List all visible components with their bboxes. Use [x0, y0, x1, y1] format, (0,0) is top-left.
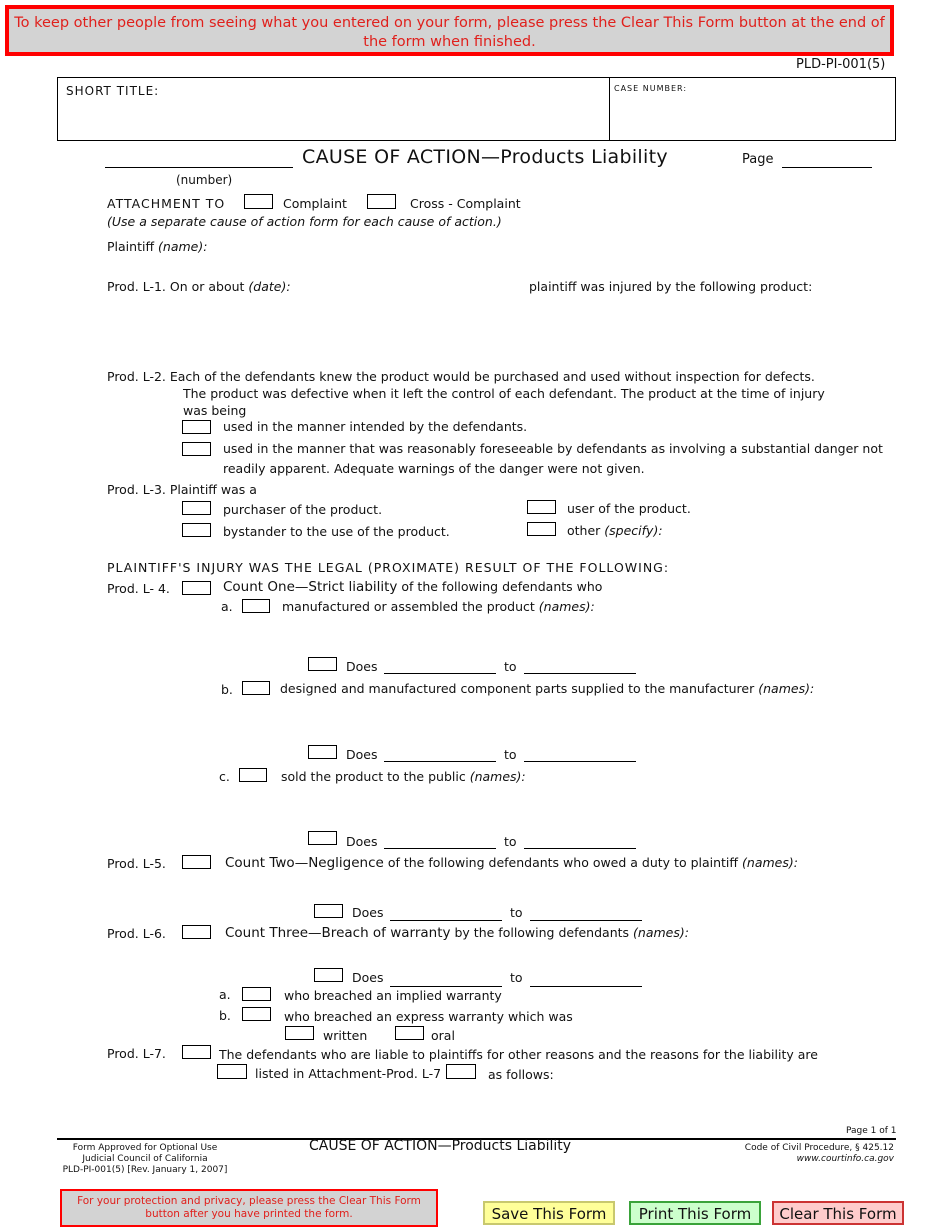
l4c-does-to-field[interactable]	[524, 848, 636, 849]
as-follows-label: as follows:	[488, 1067, 554, 1082]
l7-checkbox[interactable]	[182, 1045, 211, 1059]
l4a-text: manufactured or assembled the product (names):	[282, 599, 595, 614]
l4c-label: c.	[219, 769, 230, 784]
l4b-text: designed and manufactured component parts supplied to the manufacturer (names):	[280, 681, 815, 696]
l6b-label: b.	[219, 1008, 231, 1023]
oral-checkbox[interactable]	[395, 1026, 424, 1040]
code-block: Code of Civil Procedure, § 425.12 www.courtinfo.ca.gov	[694, 1143, 894, 1165]
form-id: PLD-PI-001(5)	[796, 57, 886, 72]
as-follows-checkbox[interactable]	[446, 1064, 476, 1079]
does-label: Does	[346, 747, 378, 762]
l4a-does-from-field[interactable]	[384, 673, 496, 674]
cause-number-field[interactable]	[105, 167, 293, 168]
plaintiff-label: Plaintiff (name):	[107, 239, 208, 254]
l5-does-to-field[interactable]	[530, 920, 642, 921]
does-label: Does	[346, 834, 378, 849]
privacy-notice-bottom: For your protection and privacy, please press the Clear This Form button after you have printed the form.	[60, 1189, 438, 1227]
page-number-field[interactable]	[782, 167, 872, 168]
express-warranty-checkbox[interactable]	[242, 1007, 271, 1021]
l4a-does-checkbox[interactable]	[308, 657, 337, 671]
foreseeable-use-label-2: readily apparent. Adequate warnings of the danger were not given.	[223, 461, 645, 476]
count-two-checkbox[interactable]	[182, 855, 211, 869]
l7-reasons-field[interactable]	[219, 1085, 872, 1121]
count-one-label: Count One—Strict liability of the following defendants who	[223, 579, 603, 595]
product-description-field[interactable]	[107, 298, 872, 358]
page-label: Page	[742, 152, 774, 167]
l6-does-from-field[interactable]	[390, 986, 502, 987]
l2-line1: Prod. L-2. Each of the defendants knew the product would be purchased and used without inspection for defects.	[107, 369, 815, 384]
bystander-label: bystander to the use of the product.	[223, 524, 450, 539]
print-form-button[interactable]: Print This Form	[629, 1201, 761, 1225]
l4b-checkbox[interactable]	[242, 681, 270, 695]
user-checkbox[interactable]	[527, 500, 556, 514]
l4c-checkbox[interactable]	[239, 768, 267, 782]
count-three-label: Count Three—Breach of warranty by the following defendants (names):	[225, 925, 689, 941]
l4b-names-field[interactable]	[280, 699, 872, 739]
approval-block: Form Approved for Optional Use Judicial Council of California PLD-PI-001(5) [Rev. January 1, 2007]	[62, 1143, 228, 1175]
other-checkbox[interactable]	[527, 522, 556, 536]
to-label: to	[510, 905, 523, 920]
l5-does-checkbox[interactable]	[314, 904, 343, 918]
l5-names-field[interactable]	[225, 873, 872, 903]
l6a-label: a.	[219, 987, 231, 1002]
complaint-label: Complaint	[283, 196, 347, 211]
intended-use-label: used in the manner intended by the defendants.	[223, 419, 528, 434]
other-specify-field[interactable]	[665, 520, 870, 538]
l4b-does-checkbox[interactable]	[308, 745, 337, 759]
l4c-does-from-field[interactable]	[384, 848, 496, 849]
plaintiff-name-field[interactable]	[210, 236, 870, 254]
short-title-field[interactable]	[60, 100, 605, 138]
l4c-text: sold the product to the public (names):	[281, 769, 526, 784]
l4a-names-field[interactable]	[282, 617, 872, 653]
l4b-does-to-field[interactable]	[524, 761, 636, 762]
l4c-names-field[interactable]	[281, 787, 872, 825]
l7-label: Prod. L-7.	[107, 1046, 166, 1061]
implied-warranty-checkbox[interactable]	[242, 987, 271, 1001]
website-link[interactable]: www.courtinfo.ca.gov	[796, 1154, 894, 1164]
l3-lead: Prod. L-3. Plaintiff was a	[107, 482, 257, 497]
listed-in-attachment-checkbox[interactable]	[217, 1064, 247, 1079]
complaint-checkbox[interactable]	[244, 194, 273, 209]
l5-label: Prod. L-5.	[107, 856, 166, 871]
l6-does-checkbox[interactable]	[314, 968, 343, 982]
injury-heading: PLAINTIFF'S INJURY WAS THE LEGAL (PROXIMATE) RESULT OF THE FOLLOWING:	[107, 560, 670, 575]
does-label: Does	[352, 970, 384, 985]
footer-title: CAUSE OF ACTION—Products Liability	[309, 1138, 572, 1154]
to-label: to	[504, 659, 517, 674]
user-label: user of the product.	[567, 501, 691, 516]
count-one-checkbox[interactable]	[182, 581, 211, 595]
case-number-label: CASE NUMBER:	[614, 84, 688, 93]
save-form-button[interactable]: Save This Form	[483, 1201, 615, 1225]
purchaser-label: purchaser of the product.	[223, 502, 383, 517]
to-label: to	[510, 970, 523, 985]
l5-does-from-field[interactable]	[390, 920, 502, 921]
purchaser-checkbox[interactable]	[182, 501, 211, 515]
cross-complaint-label: Cross - Complaint	[410, 196, 521, 211]
case-number-field[interactable]	[612, 96, 892, 138]
clear-form-button[interactable]: Clear This Form	[772, 1201, 904, 1225]
l2-line2: The product was defective when it left the control of each defendant. The product at the time of injury	[183, 386, 825, 401]
foreseeable-use-checkbox[interactable]	[182, 442, 211, 456]
oral-label: oral	[431, 1028, 455, 1043]
l4b-does-from-field[interactable]	[384, 761, 496, 762]
listed-in-attachment-label: listed in Attachment-Prod. L-7	[255, 1066, 442, 1081]
written-label: written	[323, 1028, 368, 1043]
form-title: CAUSE OF ACTION—Products Liability	[302, 146, 668, 168]
number-label: (number)	[176, 173, 233, 187]
l4-label: Prod. L- 4.	[107, 581, 170, 596]
injury-date-field[interactable]	[295, 276, 520, 294]
count-three-checkbox[interactable]	[182, 925, 211, 939]
l1-tail: plaintiff was injured by the following product:	[529, 279, 813, 294]
attachment-label: ATTACHMENT TO	[107, 196, 226, 211]
l7-text: The defendants who are liable to plaintiffs for other reasons and the reasons for the liability are	[219, 1047, 818, 1062]
l1-lead: Prod. L-1. On or about (date):	[107, 279, 291, 294]
express-warranty-label: who breached an express warranty which was	[284, 1009, 573, 1024]
l4a-does-to-field[interactable]	[524, 673, 636, 674]
other-label: other (specify):	[567, 523, 663, 538]
l4a-checkbox[interactable]	[242, 599, 270, 613]
l6-label: Prod. L-6.	[107, 926, 166, 941]
intended-use-checkbox[interactable]	[182, 420, 211, 434]
attachment-note: (Use a separate cause of action form for each cause of action.)	[107, 214, 502, 229]
count-two-label: Count Two—Negligence of the following defendants who owed a duty to plaintiff (names):	[225, 855, 798, 871]
short-title-label: SHORT TITLE:	[66, 84, 160, 98]
does-label: Does	[346, 659, 378, 674]
l6-does-to-field[interactable]	[530, 986, 642, 987]
l2-line3: was being	[183, 403, 247, 418]
privacy-notice-top: To keep other people from seeing what you entered on your form, please press the Clear This Form button at the end of the form when finished.	[5, 5, 894, 56]
l4c-does-checkbox[interactable]	[308, 831, 337, 845]
written-checkbox[interactable]	[285, 1026, 314, 1040]
to-label: to	[504, 747, 517, 762]
header-divider	[609, 77, 610, 141]
l4a-label: a.	[221, 599, 233, 614]
page-of: Page 1 of 1	[846, 1126, 897, 1136]
does-label: Does	[352, 905, 384, 920]
implied-warranty-label: who breached an implied warranty	[284, 988, 502, 1003]
foreseeable-use-label: used in the manner that was reasonably foreseeable by defendants as involving a substantial danger not	[223, 441, 883, 456]
l6-names-field[interactable]	[225, 943, 872, 965]
l4b-label: b.	[221, 682, 233, 697]
to-label: to	[504, 834, 517, 849]
cross-complaint-checkbox[interactable]	[367, 194, 396, 209]
bystander-checkbox[interactable]	[182, 523, 211, 537]
